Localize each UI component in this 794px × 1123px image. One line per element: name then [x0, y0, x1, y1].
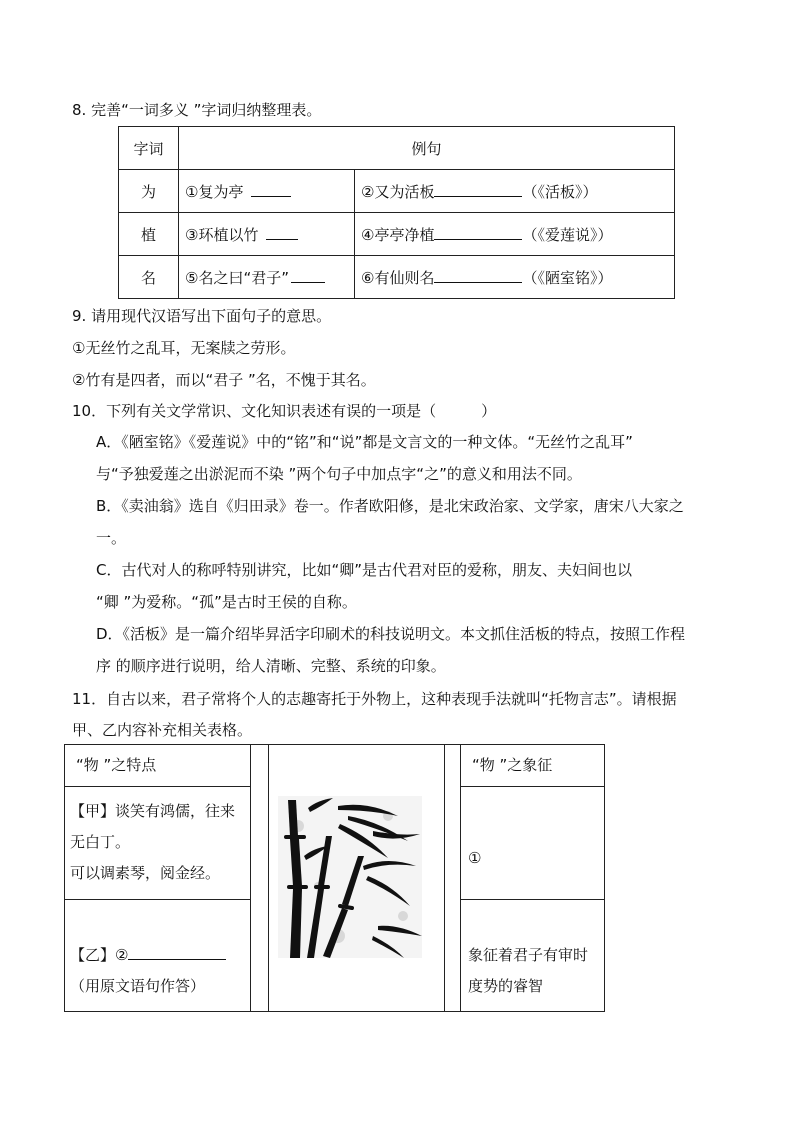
left-header: “物 ”之特点	[76, 756, 157, 774]
example-cell	[355, 256, 675, 299]
symbol-line2: 度势的睿智	[468, 977, 544, 995]
example-cell	[179, 256, 355, 299]
example-text: ①复为亭	[185, 182, 244, 201]
option-d-line2: 序 的顺序进行说明，给人清晰、完整、系统的印象。	[96, 657, 446, 675]
table-row	[119, 256, 675, 299]
example-cell	[179, 170, 355, 213]
symbol-answer-1: ①	[468, 849, 482, 867]
option-c-line1: C．古代对人的称呼特别讲究，比如“卿”是古代君对臣的爱称，朋友、夫妇间也以	[96, 561, 633, 579]
answer-blank[interactable]	[128, 945, 226, 960]
q11-prompt-line2: 甲、乙内容补充相关表格。	[72, 721, 253, 739]
answer-blank[interactable]	[291, 268, 325, 283]
option-a-line2: 与“予独爱莲之出淤泥而不染 ”两个句子中加点字“之”的意义和用法不同。	[96, 465, 582, 483]
option-b-line1: B．《卖油翁》选自《归田录》卷一。作者欧阳修，是北宋政治家、文学家，唐宋八大家之	[96, 497, 684, 515]
vocab-table	[118, 126, 675, 299]
jia-line3: 可以调素琴，阅金经。	[70, 864, 221, 882]
q9-prompt: 9. 请用现代汉语写出下面句子的意思。	[72, 307, 332, 325]
bamboo-image	[278, 796, 422, 958]
q9-item-2: ②竹有是四者，而以“君子 ”名，不愧于其名。	[72, 371, 376, 389]
header-example: 例句	[179, 127, 675, 170]
answer-blank[interactable]	[266, 225, 298, 240]
table-row	[119, 170, 675, 213]
example-cell	[179, 213, 355, 256]
option-c-line2: “卿 ”为爱称。“孤”是古时王侯的自称。	[96, 593, 357, 611]
source-text: （《活板》）	[522, 182, 598, 201]
yi-row	[70, 940, 226, 971]
symbol-line1: 象征着君子有审时	[468, 946, 589, 964]
row-word: 为	[119, 170, 179, 213]
answer-blank[interactable]	[251, 182, 291, 197]
option-b-line2: 一。	[96, 529, 127, 547]
answer-blank[interactable]	[434, 182, 522, 197]
example-text: ③环植以竹	[185, 225, 259, 244]
example-cell	[355, 170, 675, 213]
option-a-line1: A．《陋室铭》《爱莲说》中的“铭”和“说”都是文言文的一种文体。“无丝竹之乱耳”	[96, 433, 633, 451]
example-text: ⑥有仙则名	[361, 268, 435, 287]
option-d-line1: D．《活板》是一篇介绍毕昇活字印刷术的科技说明文。本文抓住活板的特点，按照工作程	[96, 625, 686, 643]
jia-line2: 无白丁。	[70, 833, 131, 851]
example-text: ②又为活板	[361, 182, 435, 201]
answer-blank[interactable]	[434, 268, 522, 283]
yi-label: 【乙】②	[70, 946, 129, 964]
example-cell	[355, 213, 675, 256]
example-text: ④亭亭净植	[361, 225, 435, 244]
yi-note: （用原文语句作答）	[70, 977, 206, 995]
row-word: 植	[119, 213, 179, 256]
header-word: 字词	[119, 127, 179, 170]
right-header: “物 ”之象征	[472, 756, 553, 774]
table-header-row	[119, 127, 675, 170]
example-text: ⑤名之曰“君子”	[185, 268, 289, 287]
q9-item-1: ①无丝竹之乱耳，无案牍之劳形。	[72, 339, 296, 357]
q8-prompt: 8. 完善“一词多义 ”字词归纳整理表。	[72, 101, 322, 119]
row-word: 名	[119, 256, 179, 299]
bamboo-icon	[278, 796, 422, 958]
source-text: （《爱莲说》）	[522, 225, 613, 244]
q11-prompt-line1: 11．自古以来，君子常将个人的志趣寄托于外物上，这种表现手法就叫“托物言志”。请根据	[72, 690, 677, 708]
q10-prompt: 10．下列有关文学常识、文化知识表述有误的一项是（ ）	[72, 402, 497, 420]
table-row	[119, 213, 675, 256]
source-text: （《陋室铭》）	[522, 268, 613, 287]
answer-blank[interactable]	[434, 225, 522, 240]
jia-line1: 【甲】谈笑有鸿儒，往来	[70, 802, 236, 820]
